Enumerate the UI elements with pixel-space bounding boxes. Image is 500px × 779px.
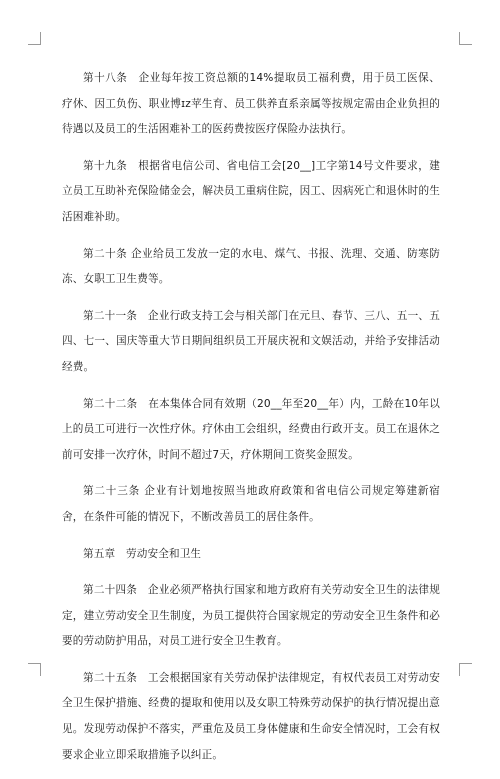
article-24: 第二十四条 企业必须严格执行国家和地方政府有关劳动安全卫生的法律规定，建立劳动安全卫生制度，为员工提供符合国家规定的劳动安全卫生条件和必要的劳动防护用品，对员工进行安全卫生教育。	[62, 584, 440, 648]
crop-mark-bottom-right	[459, 663, 472, 676]
article-25: 第二十五条 工会根据国家有关劳动保护法律规定，有权代表员工对劳动安全卫生保护措施、经费的提取和使用以及女职工特殊劳动保护的执行情况提出意见。发现劳动保护不落实，严重危及员工身体健康和生命安全情况时，工会有权要求企业立即采取措施予以纠正。	[62, 671, 440, 761]
article-18: 第十八条 企业每年按工资总额的14%提取员工福利费，用于员工医保、疗休、因工负伤、职业博ɪz苹生育、员工供养直系亲属等按规定需由企业负担的待遇以及员工的生活困难补工的医药费按医疗保险办法执行。	[62, 72, 440, 136]
article-20: 第二十条 企业给员工发放一定的水电、煤气、书报、洗理、交通、防寒防冻、女职工卫生费等。	[62, 247, 440, 286]
article-23: 第二十三条 企业有计划地按照当地政府政策和省电信公司规定筹建新宿舍，在条件可能的情况下，不断改善员工的居住条件。	[62, 485, 440, 523]
chapter-5-heading: 第五章 劳动安全和卫生	[83, 547, 202, 560]
crop-mark-top-left	[28, 32, 41, 45]
crop-mark-bottom-left	[28, 663, 41, 676]
article-21: 第二十一条 企业行政支持工会与相关部门在元旦、春节、三八、五一、五四、七一、国庆等重大节日期间组织员工开展庆祝和文娱活动，并给予安排活动经费。	[62, 309, 440, 373]
document-body	[62, 66, 440, 779]
article-22: 第二十二条 在本集体合同有效期（20__年至20__年）内，工龄在10年以上的员工可进行一次性疗休。疗休由工会组织，经费由行政开支。员工在退休之前可安排一次疗休，时间不超过7天，疗休期间工资奖金照发。	[62, 397, 440, 461]
crop-mark-top-right	[459, 32, 472, 45]
article-19: 第十九条 根据省电信公司、省电信工会[20__]工字第14号文件要求，建立员工互助补充保险储金会，解决员工重病住院，因工、因病死亡和退休时的生活困难补助。	[62, 159, 440, 223]
